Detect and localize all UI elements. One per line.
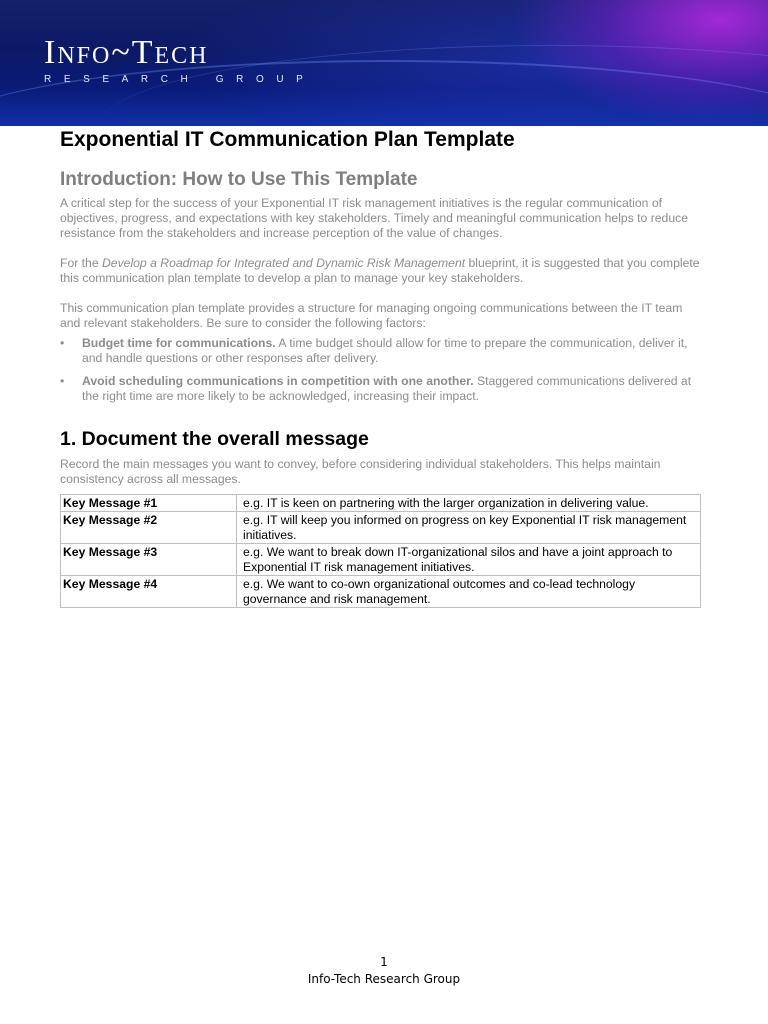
factor-text: A time budget should allow for time to prepare the communication, deliver it, and handle questions or other responses after delivery.: [82, 336, 688, 365]
section-1-intro: Record the main messages you want to convey, before considering individual stakeholders. This helps maintain consistency across all messages.: [60, 457, 661, 486]
footer-organization: Info-Tech Research Group: [307, 972, 461, 986]
key-message-value[interactable]: e.g. IT will keep you informed on progress on key Exponential IT risk management initiatives.: [237, 512, 701, 544]
key-message-value[interactable]: e.g. We want to break down IT-organizational silos and have a joint approach to Exponential IT risk management initiatives.: [237, 544, 701, 576]
list-item: [60, 336, 701, 366]
factor-title: Avoid scheduling communications in competition with one another.: [82, 374, 474, 388]
key-message-label: Key Message #4: [61, 576, 237, 608]
key-message-label: Key Message #1: [61, 495, 237, 512]
section-1-heading: 1. Document the overall message: [60, 428, 369, 450]
intro-paragraph-3: This communication plan template provides a structure for managing ongoing communications between the IT team and relevant stakeholders. Be sure to consider the following factors:: [60, 301, 683, 330]
factor-text: Staggered communications delivered at the right time are more likely to be acknowledged, increasing their impact.: [82, 374, 692, 403]
key-message-value[interactable]: e.g. We want to co-own organizational outcomes and co-lead technology governance and risk management.: [237, 576, 701, 608]
intro-p2-suffix: blueprint, it is suggested that you complete this communication plan template to develop a plan to manage your key stakeholders.: [60, 256, 700, 285]
factors-list: [60, 336, 701, 404]
logo-wordmark: Info~Tech: [44, 34, 209, 71]
intro-p2-prefix: For the: [60, 256, 102, 270]
key-message-value[interactable]: e.g. IT is keen on partnering with the larger organization in delivering value.: [237, 495, 701, 512]
key-message-label: Key Message #2: [61, 512, 237, 544]
page-number: 1: [380, 955, 388, 969]
header-banner: [0, 0, 768, 126]
logo-tagline: RESEARCH GROUP: [44, 74, 316, 85]
document-body: [60, 126, 701, 608]
bullet-icon: •: [60, 336, 65, 350]
info-tech-logo: [44, 36, 315, 85]
factor-title: Budget time for communications.: [82, 336, 276, 350]
key-message-label: Key Message #3: [61, 544, 237, 576]
list-item: [60, 374, 701, 404]
document-title: Exponential IT Communication Plan Template: [60, 128, 515, 151]
table-row: [61, 495, 701, 512]
table-row: [61, 576, 701, 608]
table-row: [61, 544, 701, 576]
intro-paragraph-2: [60, 256, 701, 286]
table-row: [61, 512, 701, 544]
bullet-icon: •: [60, 374, 65, 388]
key-messages-table: [60, 494, 701, 608]
blueprint-name: Develop a Roadmap for Integrated and Dynamic Risk Management: [102, 256, 466, 270]
intro-heading: Introduction: How to Use This Template: [60, 169, 418, 190]
intro-paragraph-1: A critical step for the success of your Exponential IT risk management initiatives is the regular communication of objectives, progress, and expectations with key stakeholders. Timely and meaningful communication helps to reduce resistance from the stakeholders and increase perception of the value of changes.: [60, 196, 688, 240]
